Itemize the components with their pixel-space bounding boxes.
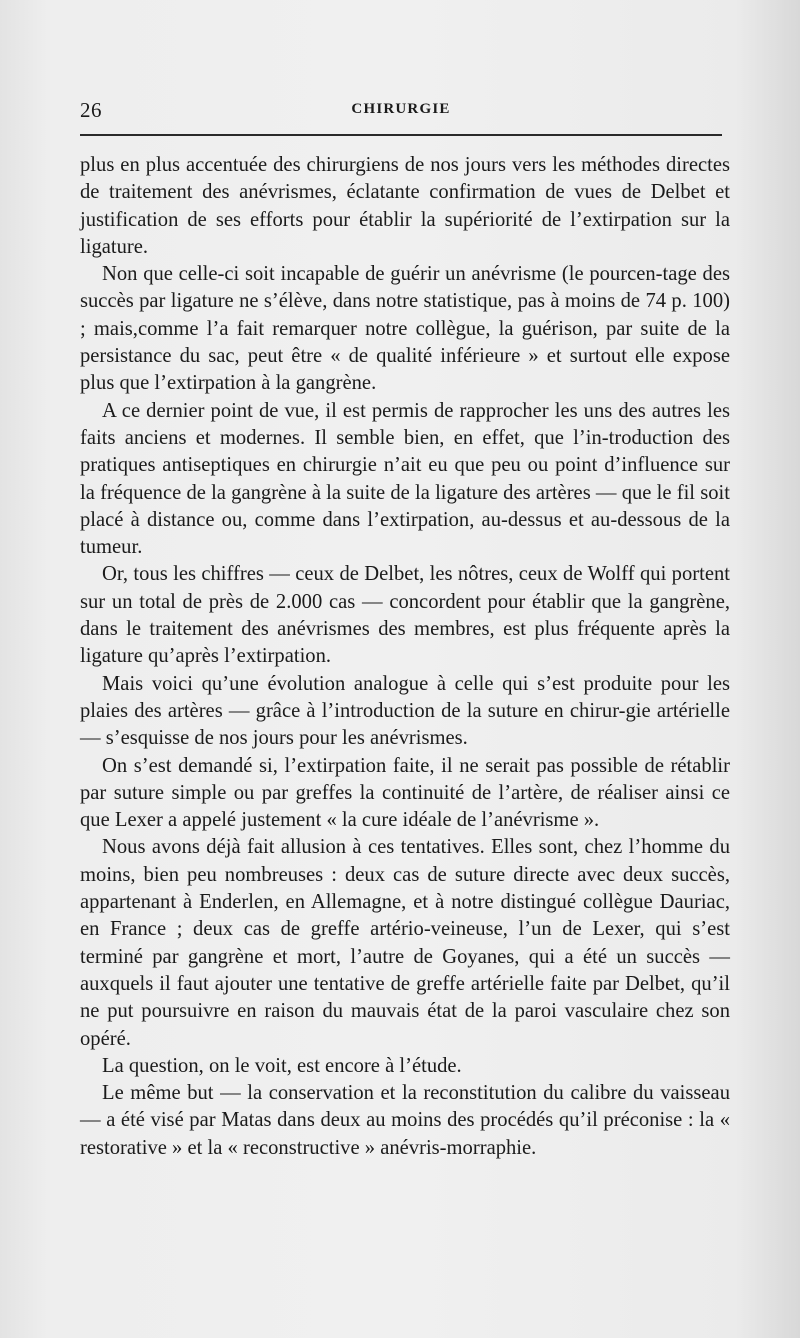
paragraph: Or, tous les chiffres — ceux de Delbet, les nôtres, ceux de Wolff qui portent sur un total de près de 2.000 cas — concordent pour établir que la gangrène, dans le traitement des anévrismes des membres, est plus fréquente après la ligature qu’après l’extirpation. (80, 563, 730, 668)
paragraph: On s’est demandé si, l’extirpation faite, il ne serait pas possible de rétablir par suture simple ou par greffes la continuité de l’artère, de réaliser ainsi ce que Lexer a appelé justement « la cure idéale de l’anévrisme ». (80, 754, 730, 832)
paragraph: Le même but — la conservation et la reconstitution du calibre du vaisseau — a été visé par Matas dans deux au moins des procédés qu’il préconise : la « restorative » et la « reconstructive » anévris-morraphie. (80, 1082, 730, 1159)
page-number: 26 (80, 98, 102, 122)
paragraph: La question, on le voit, est encore à l’étude. (102, 1054, 462, 1077)
paragraph: plus en plus accentuée des chirurgiens de nos jours vers les méthodes directes de traitement des anévrismes, éclatante confirmation de vues de Delbet et justification de ses efforts pour établir la supériorité de l’extirpation sur la ligature. (80, 154, 730, 258)
paragraph: A ce dernier point de vue, il est permis de rapprocher les uns des autres les faits anciens et modernes. Il semble bien, en effet, que l’in-troduction des pratiques antiseptiques en chirurgie n’ait eu que peu ou point d’influence sur la fréquence de la gangrène à la suite de la ligature des artères — que le fil soit placé à distance ou, comme dans l’extirpation, au-dessus et au-dessous de la tumeur. (80, 399, 730, 559)
running-title: CHIRURGIE (351, 101, 451, 117)
paragraph: Mais voici qu’une évolution analogue à celle qui s’est produite pour les plaies des artères — grâce à l’introduction de la suture en chirur-gie artérielle — s’esquisse de nos jours pour les anévrismes. (80, 672, 730, 750)
body-text (80, 152, 730, 1162)
page-header (80, 98, 722, 128)
header-rule (80, 134, 722, 136)
paragraph: Non que celle-ci soit incapable de guérir un anévrisme (le pourcen-tage des succès par ligature ne s’élève, dans notre statistique, pas à moins de 74 p. 100) ; mais,comme l’a fait remarquer notre collègue, la guérison, par suite de la persistance du sac, peut être « de qualité inférieure » et surtout elle expose plus que l’extirpation à la gangrène. (80, 263, 730, 395)
paragraph: Nous avons déjà fait allusion à ces tentatives. Elles sont, chez l’homme du moins, bien peu nombreuses : deux cas de suture directe avec deux succès, appartenant à Enderlen, en Allemagne, et à notre distingué collègue Dauriac, en France ; deux cas de greffe artério-veineuse, l’un de Lexer, qui s’est terminé par gangrène et mort, l’autre de Goyanes, qui a été un succès — auxquels il faut ajouter une tentative de greffe artérielle faite par Delbet, qu’il ne put poursuivre en raison du mauvais état de la paroi vasculaire chez son opéré. (80, 836, 730, 1050)
